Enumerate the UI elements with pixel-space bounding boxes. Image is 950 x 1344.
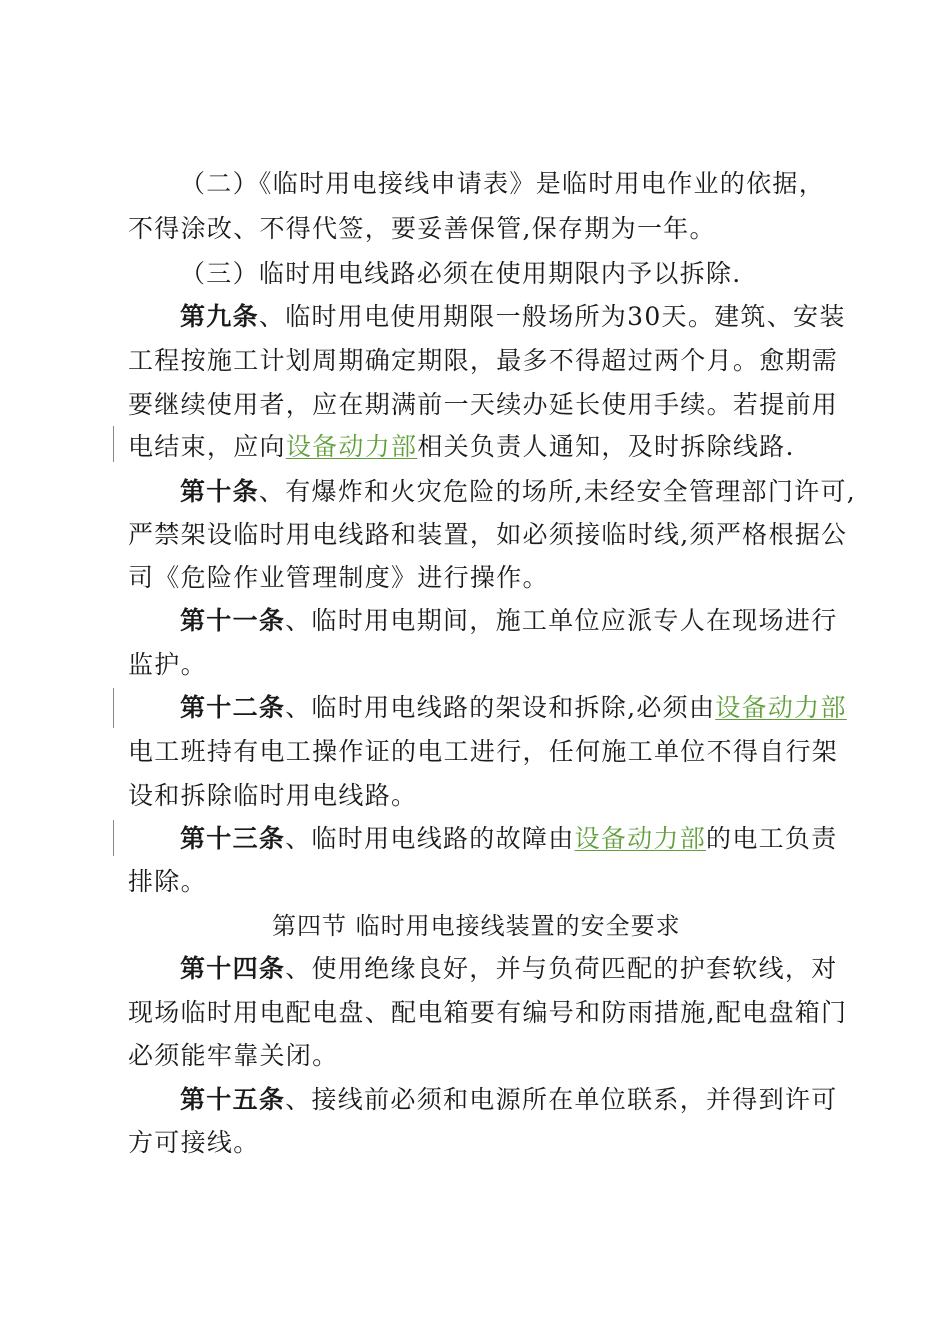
paragraph-2-line-1	[180, 168, 825, 200]
article-heading: 第十条	[180, 477, 259, 506]
article-14-line-1	[180, 953, 838, 985]
article-13-line-2	[128, 866, 207, 898]
article-15-line-2	[128, 1127, 260, 1159]
text: 必须能牢靠关闭。	[128, 1041, 339, 1070]
department-link[interactable]: 设备动力部	[715, 693, 847, 722]
article-14-line-2	[128, 997, 847, 1029]
article-10-line-2	[128, 519, 847, 551]
text: 、临时用电线路的架设和拆除,必须由	[285, 693, 716, 722]
text: 方可接线。	[128, 1128, 260, 1157]
text: 不得涂改、不得代签，要妥善保管,保存期为一年。	[128, 214, 716, 243]
article-12-line-3	[128, 780, 417, 812]
article-heading: 第十一条	[180, 606, 286, 635]
article-9-line-2	[128, 345, 838, 377]
text: 、有爆炸和火灾危险的场所,未经安全管理部门许可,	[258, 477, 857, 506]
article-10-line-1	[180, 476, 856, 508]
text: 相关负责人通知，及时拆除线路.	[417, 432, 795, 461]
text: 监护。	[128, 650, 207, 679]
revision-bar	[113, 820, 114, 856]
text: 设和拆除临时用电线路。	[128, 781, 418, 810]
section-title-text: 第四节 临时用电接线装置的安全要求	[272, 912, 681, 940]
text: 、使用绝缘良好，并与负荷匹配的护套软线，对	[285, 954, 838, 983]
text: （二）《临时用电接线申请表》是临时用电作业的依据，	[180, 169, 826, 198]
article-13-line-1	[180, 823, 838, 855]
department-link[interactable]: 设备动力部	[574, 824, 707, 853]
text: 严禁架设临时用电线路和装置，如必须接临时线,须严格根据公	[128, 520, 848, 549]
article-heading: 第九条	[180, 302, 259, 331]
paragraph-2-line-2	[128, 213, 716, 245]
text: 电结束，应向	[128, 432, 286, 461]
article-15-line-1	[180, 1084, 838, 1116]
text: 、临时用电使用期限一般场所为30天。建筑、安装	[258, 302, 846, 331]
article-14-line-3	[128, 1040, 338, 1072]
article-9-line-4	[128, 431, 795, 463]
text: 排除。	[128, 867, 207, 896]
article-heading: 第十二条	[180, 693, 286, 722]
revision-bar	[113, 426, 114, 462]
text: 电工班持有电工操作证的电工进行，任何施工单位不得自行架	[128, 737, 839, 766]
text: 现场临时用电配电盘、配电箱要有编号和防雨措施,配电盘箱门	[128, 998, 848, 1027]
article-heading: 第十四条	[180, 954, 286, 983]
article-heading: 第十五条	[180, 1085, 286, 1114]
text: 要继续使用者，应在期满前一天续办延长使用手续。若提前用	[128, 390, 839, 419]
text: 、临时用电线路的故障由	[285, 824, 575, 853]
article-11-line-2	[128, 649, 207, 681]
revision-bar	[113, 688, 114, 728]
section-title	[272, 910, 681, 942]
text: （三）临时用电线路必须在使用期限内予以拆除.	[180, 259, 742, 288]
article-12-line-2	[128, 736, 838, 768]
department-link[interactable]: 设备动力部	[285, 432, 418, 461]
article-10-line-3	[128, 562, 549, 594]
text: 司《危险作业管理制度》进行操作。	[128, 563, 549, 592]
article-9-line-1	[180, 301, 846, 333]
text: 的电工负责	[706, 824, 838, 853]
paragraph-3-line-1	[180, 258, 742, 290]
article-12-line-1	[180, 692, 847, 724]
text: 工程按施工计划周期确定期限，最多不得超过两个月。愈期需	[128, 346, 839, 375]
article-heading: 第十三条	[180, 824, 286, 853]
article-9-line-3	[128, 389, 838, 421]
text: 、临时用电期间，施工单位应派专人在现场进行	[285, 606, 838, 635]
article-11-line-1	[180, 605, 838, 637]
text: 、接线前必须和电源所在单位联系，并得到许可	[285, 1085, 838, 1114]
